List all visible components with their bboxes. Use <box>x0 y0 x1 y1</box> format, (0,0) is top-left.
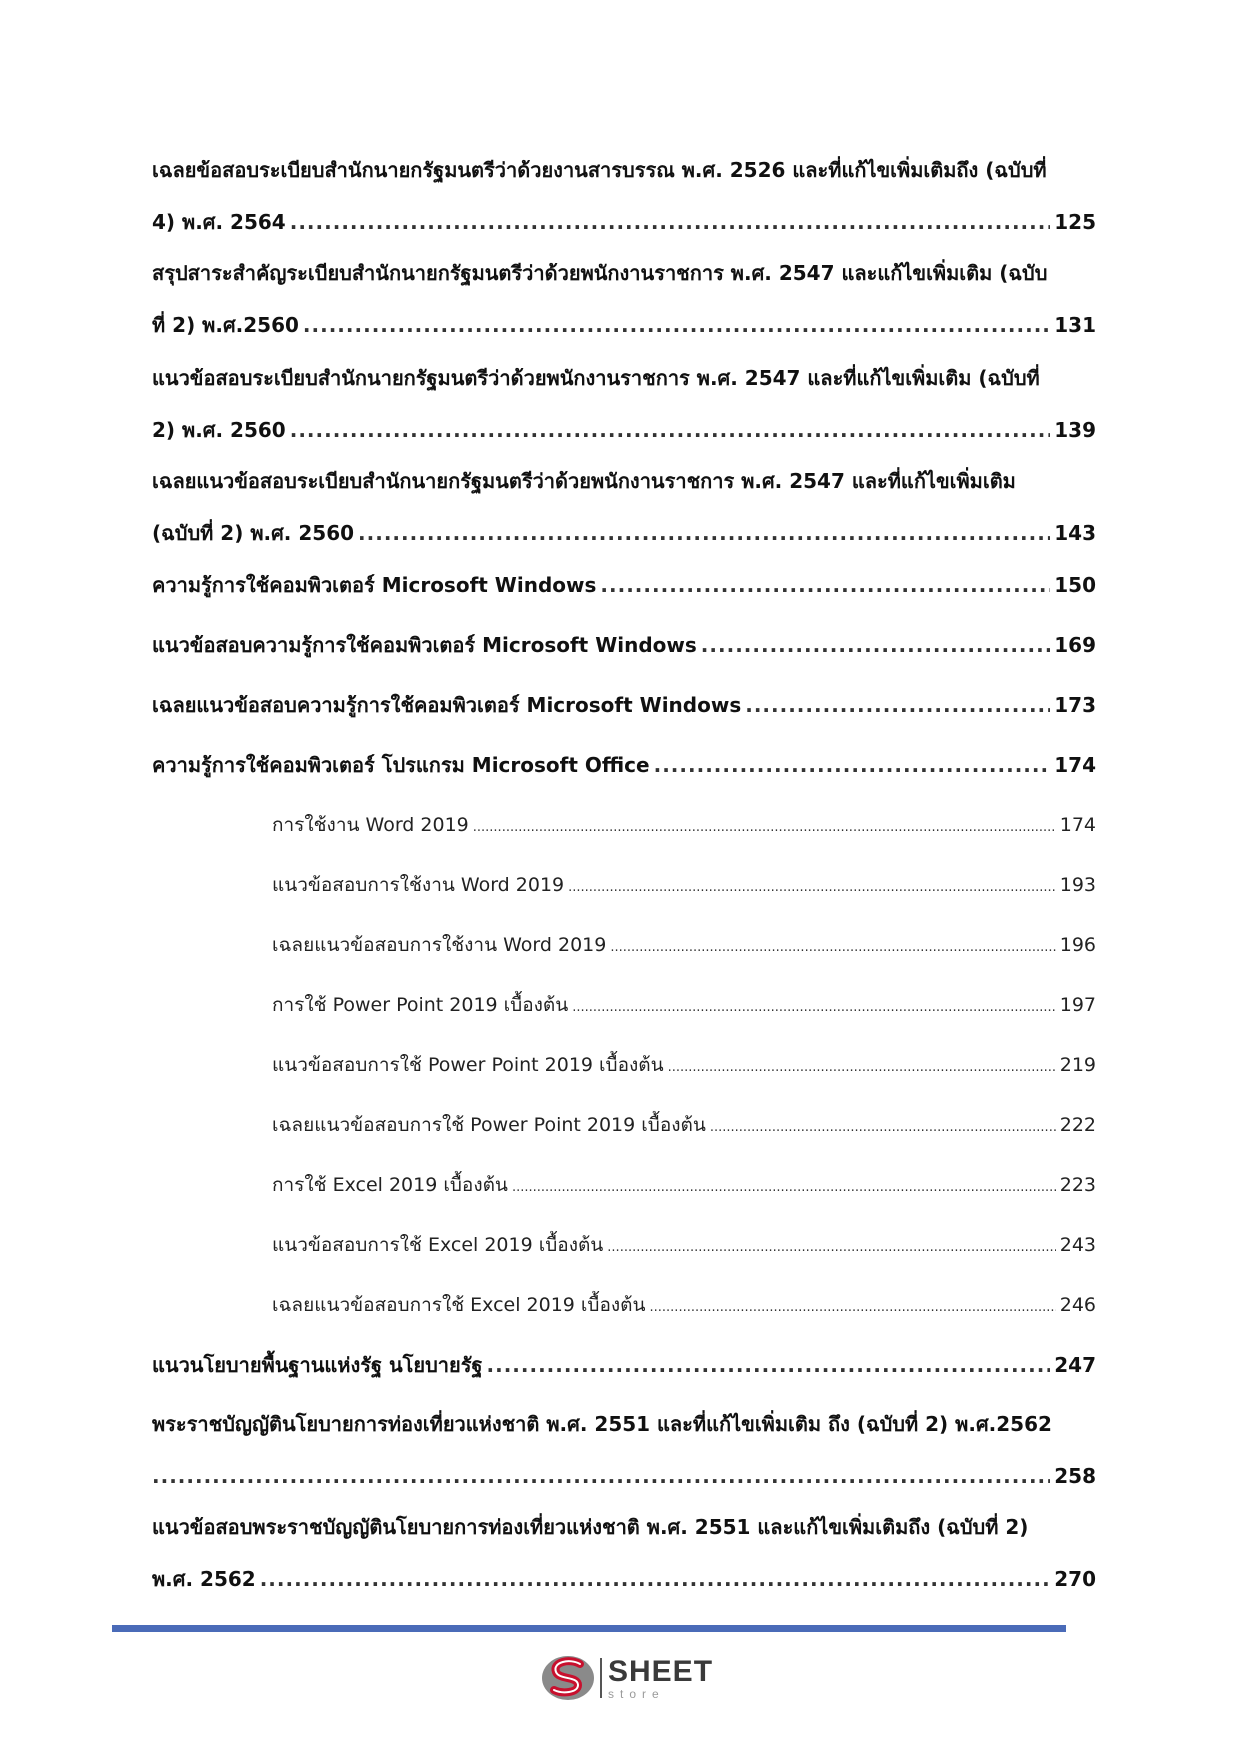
toc-entry-title-line: เฉลยข้อสอบระเบียบสำนักนายกรัฐมนตรีว่าด้วยงานสารบรรณ พ.ศ. 2526 และที่แก้ไขเพิ่มเติมถึง (ฉบับที่ <box>152 158 1047 182</box>
toc-entry-title: (ฉบับที่ 2) พ.ศ. 2560 <box>152 521 355 545</box>
toc-entry[interactable] <box>152 1410 1096 1490</box>
toc-entry-title: การใช้ Power Point 2019 เบื้องต้น <box>272 994 569 1016</box>
toc-entry-title-line: แนวข้อสอบพระราชบัญญัตินโยบายการท่องเที่ยวแห่งชาติ พ.ศ. 2551 และแก้ไขเพิ่มเติมถึง (ฉบับที่ 2) <box>152 1515 1029 1539</box>
toc-entry-title: แนวนโยบายพื้นฐานแห่งรัฐ นโยบายรัฐ <box>152 1353 483 1377</box>
toc-page-number: 223 <box>1059 1174 1096 1196</box>
toc-page-number: 270 <box>1054 1567 1096 1591</box>
toc-subentry[interactable] <box>272 1111 1096 1139</box>
toc-subentry[interactable] <box>272 1291 1096 1319</box>
toc-entry-title: แนวข้อสอบความรู้การใช้คอมพิวเตอร์ Microsoft Windows <box>152 633 697 657</box>
dot-leader <box>668 1054 1056 1082</box>
toc-page-number: 247 <box>1054 1353 1096 1377</box>
dot-leader <box>290 208 1051 236</box>
dot-leader <box>487 1351 1051 1379</box>
toc-entry[interactable] <box>152 751 1096 779</box>
toc-subentry[interactable] <box>272 1051 1096 1079</box>
dot-leader <box>512 1174 1056 1202</box>
toc-entry[interactable] <box>152 631 1096 659</box>
toc-entry-title: 4) พ.ศ. 2564 <box>152 210 286 234</box>
toc-subentry[interactable] <box>272 1171 1096 1199</box>
toc-page-number: 222 <box>1059 1114 1096 1136</box>
toc-entry-title-line: พระราชบัญญัตินโยบายการท่องเที่ยวแห่งชาติ พ.ศ. 2551 และที่แก้ไขเพิ่มเติม ถึง (ฉบับที่ 2) พ.ศ.2562 <box>152 1412 1052 1436</box>
toc-entry-title: เฉลยแนวข้อสอบการใช้งาน Word 2019 <box>272 934 607 956</box>
dot-leader <box>568 874 1056 902</box>
dot-leader <box>654 751 1051 779</box>
sheet-s-logo-icon <box>540 1652 596 1704</box>
toc-page-number: 197 <box>1059 994 1096 1016</box>
toc-entry[interactable] <box>152 156 1096 236</box>
toc-page-number: 125 <box>1054 210 1096 234</box>
toc-subentry[interactable] <box>272 991 1096 1019</box>
toc-entry-title: พ.ศ. 2562 <box>152 1567 256 1591</box>
dot-leader <box>572 994 1055 1022</box>
dot-leader <box>358 519 1050 547</box>
toc-entry[interactable] <box>152 364 1096 444</box>
toc-entry-title-line: แนวข้อสอบระเบียบสำนักนายกรัฐมนตรีว่าด้วยพนักงานราชการ พ.ศ. 2547 และที่แก้ไขเพิ่มเติม (ฉบับที่ <box>152 366 1040 390</box>
dot-leader <box>303 311 1050 339</box>
toc-subentry[interactable] <box>272 1231 1096 1259</box>
toc-page-number: 173 <box>1054 693 1096 717</box>
toc-page-number: 131 <box>1054 313 1096 337</box>
toc-page-number: 196 <box>1059 934 1096 956</box>
toc-entry[interactable] <box>152 1513 1096 1593</box>
dot-leader <box>152 1462 1050 1490</box>
toc-page-number: 150 <box>1054 573 1096 597</box>
toc-entry-title: การใช้ Excel 2019 เบื้องต้น <box>272 1174 508 1196</box>
toc-entry-title: ความรู้การใช้คอมพิวเตอร์ โปรแกรม Microsoft Office <box>152 753 650 777</box>
toc-entry-title: เฉลยแนวข้อสอบการใช้ Power Point 2019 เบื้องต้น <box>272 1114 706 1136</box>
dot-leader <box>607 1234 1055 1262</box>
toc-entry-title: เฉลยแนวข้อสอบความรู้การใช้คอมพิวเตอร์ Microsoft Windows <box>152 693 742 717</box>
toc-entry[interactable] <box>152 1351 1096 1379</box>
logo-wordmark <box>608 1654 714 1701</box>
toc-page-number: 246 <box>1059 1294 1096 1316</box>
toc-page-number: 219 <box>1059 1054 1096 1076</box>
toc-entry-title-line: สรุปสาระสำคัญระเบียบสำนักนายกรัฐมนตรีว่าด้วยพนักงานราชการ พ.ศ. 2547 และแก้ไขเพิ่มเติม (ฉบับ <box>152 261 1048 285</box>
toc-entry-title: แนวข้อสอบการใช้ Excel 2019 เบื้องต้น <box>272 1234 604 1256</box>
toc-subentry[interactable] <box>272 871 1096 899</box>
toc-entry-title: แนวข้อสอบการใช้ Power Point 2019 เบื้องต้น <box>272 1054 664 1076</box>
toc-page-number: 139 <box>1054 418 1096 442</box>
toc-entry-title: การใช้งาน Word 2019 <box>272 814 469 836</box>
toc-page-number: 258 <box>1054 1464 1096 1488</box>
toc-page-number: 174 <box>1054 753 1096 777</box>
toc-page-number: 174 <box>1059 814 1096 836</box>
logo-subword: store <box>608 1686 665 1701</box>
toc-entry-title: ที่ 2) พ.ศ.2560 <box>152 313 299 337</box>
dot-leader <box>290 416 1051 444</box>
toc-entry-title-line: เฉลยแนวข้อสอบระเบียบสำนักนายกรัฐมนตรีว่าด้วยพนักงานราชการ พ.ศ. 2547 และที่แก้ไขเพิ่มเติม <box>152 469 1016 493</box>
dot-leader <box>710 1114 1056 1142</box>
dot-leader <box>600 571 1050 599</box>
toc-entry-title: ความรู้การใช้คอมพิวเตอร์ Microsoft Windows <box>152 573 597 597</box>
toc-subentry[interactable] <box>272 931 1096 959</box>
logo-separator <box>600 1658 602 1698</box>
toc-entry[interactable] <box>152 691 1096 719</box>
toc-subentry[interactable] <box>272 811 1096 839</box>
dot-leader <box>745 691 1050 719</box>
toc-entry[interactable] <box>152 259 1096 339</box>
toc-entry[interactable] <box>152 571 1096 599</box>
dot-leader <box>701 631 1050 659</box>
footer-divider <box>112 1625 1066 1632</box>
dot-leader <box>260 1565 1051 1593</box>
logo-word: SHEET <box>608 1654 714 1688</box>
dot-leader <box>610 934 1055 962</box>
toc-entry-title: แนวข้อสอบการใช้งาน Word 2019 <box>272 874 565 896</box>
dot-leader <box>650 1294 1056 1322</box>
toc-page-number: 169 <box>1054 633 1096 657</box>
toc-entry-title: 2) พ.ศ. 2560 <box>152 418 286 442</box>
toc-page-number: 143 <box>1054 521 1096 545</box>
sheet-store-logo <box>540 1652 713 1704</box>
toc-page-number: 193 <box>1059 874 1096 896</box>
toc-entry-title: เฉลยแนวข้อสอบการใช้ Excel 2019 เบื้องต้น <box>272 1294 646 1316</box>
dot-leader <box>473 814 1056 842</box>
toc-entry[interactable] <box>152 467 1096 547</box>
toc-page-number: 243 <box>1059 1234 1096 1256</box>
